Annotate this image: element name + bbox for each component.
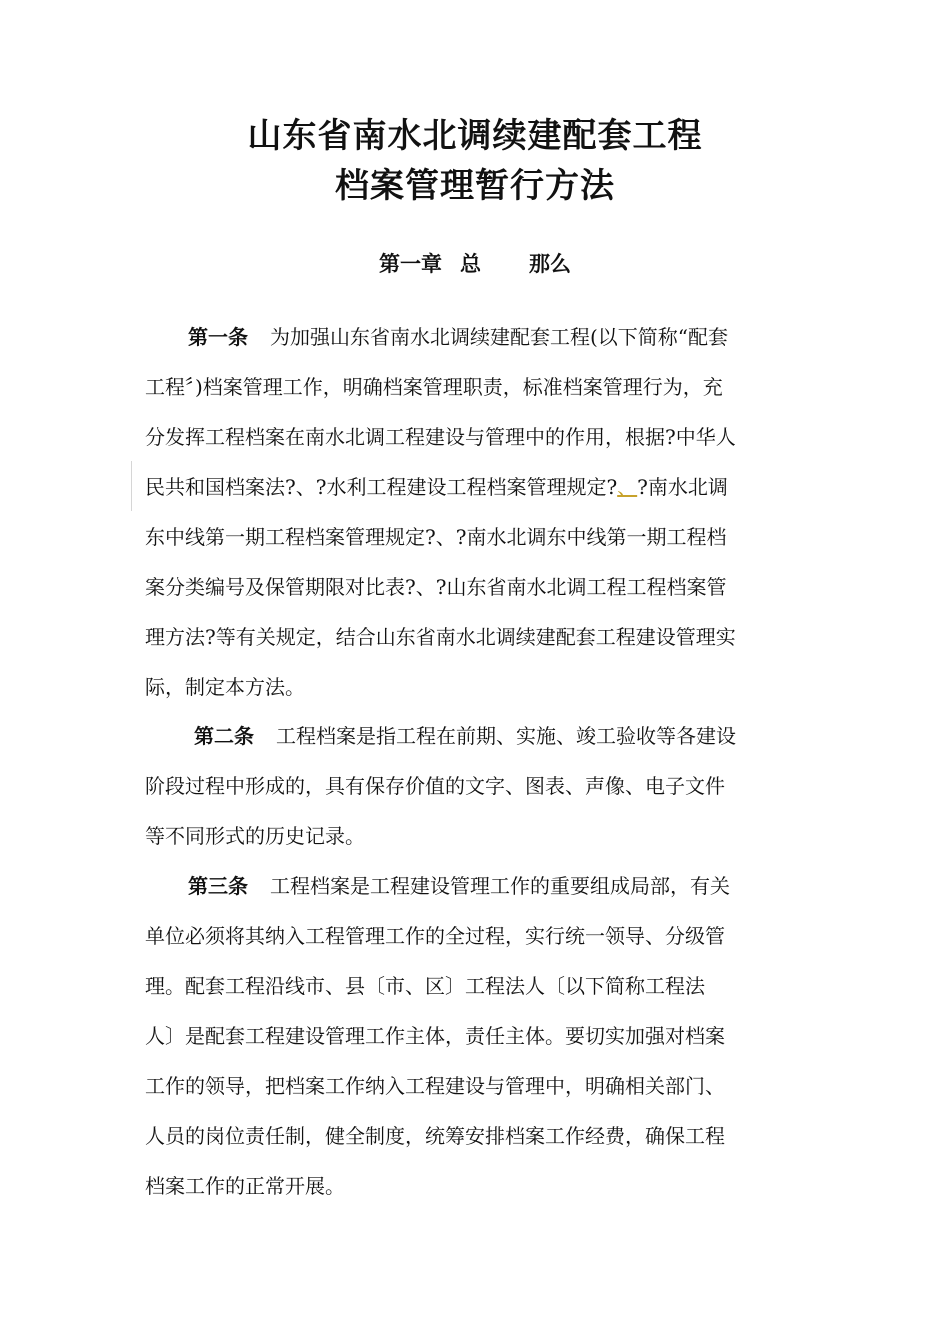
- article-2-line-3: 等不同形式的历史记录。: [145, 824, 365, 848]
- margin-line: [131, 461, 132, 511]
- article-1-line-8: 际，制定本方法。: [145, 675, 305, 699]
- article-3-line-5: 工作的领导，把档案工作纳入工程建设与管理中，明确相关部门、: [145, 1074, 725, 1098]
- article-1-line-4: [145, 471, 728, 503]
- article-1-text-4b: ?南水北调: [637, 475, 728, 499]
- article-3-label: 第三条: [188, 874, 248, 898]
- article-2-line-2: 阶段过程中形成的，具有保存价值的文字、图表、声像、电子文件: [145, 774, 725, 798]
- chapter-number: 第一章: [379, 252, 442, 276]
- article-1-line-2: 工程〞)档案管理工作，明确档案管理职责，标准档案管理行为，充: [145, 375, 723, 399]
- article-1-line-1: [188, 321, 728, 353]
- article-3-text-1: 工程档案是工程建设管理工作的重要组成局部，有关: [270, 874, 730, 898]
- chapter-heading: [0, 246, 950, 282]
- article-2-label: 第二条: [194, 724, 254, 748]
- article-3-line-1: [188, 870, 730, 902]
- article-3-line-3: 理。配套工程沿线市、县〔市、区〕工程法人〔以下简称工程法: [145, 974, 705, 998]
- article-1-line-3: 分发挥工程档案在南水北调工程建设与管理中的作用，根据?中华人: [145, 425, 736, 449]
- article-2-text-1: 工程档案是指工程在前期、实施、竣工验收等各建设: [276, 724, 736, 748]
- document-title-line-1: 山东省南水北调续建配套工程: [247, 116, 703, 156]
- chapter-word-2: 那么: [529, 252, 571, 276]
- article-3-line-7: 档案工作的正常开展。: [145, 1174, 345, 1198]
- chapter-word-1: 总: [460, 252, 481, 276]
- article-1-line-5: 东中线第一期工程档案管理规定?、?南水北调东中线第一期工程档: [145, 525, 727, 549]
- revision-mark: 、: [617, 475, 638, 499]
- article-3-line-2: 单位必须将其纳入工程管理工作的全过程，实行统一领导、分级管: [145, 924, 725, 948]
- article-1-text-4a: 民共和国档案法?、?水利工程建设工程档案管理规定?: [145, 475, 618, 499]
- article-2-line-1: [194, 720, 736, 752]
- article-1-line-6: 案分类编号及保管期限对比表?、?山东省南水北调工程工程档案管: [145, 575, 727, 599]
- article-1-label: 第一条: [188, 325, 248, 349]
- article-3-line-4: 人〕是配套工程建设管理工作主体，责任主体。要切实加强对档案: [145, 1024, 725, 1048]
- article-3-line-6: 人员的岗位责任制，健全制度，统筹安排档案工作经费，确保工程: [145, 1124, 725, 1148]
- article-1-text-1: 为加强山东省南水北调续建配套工程(以下简称“配套: [270, 325, 729, 349]
- document-title-line-2: 档案管理暂行方法: [335, 166, 615, 206]
- article-1-line-7: 理方法?等有关规定，结合山东省南水北调续建配套工程建设管理实: [145, 625, 736, 649]
